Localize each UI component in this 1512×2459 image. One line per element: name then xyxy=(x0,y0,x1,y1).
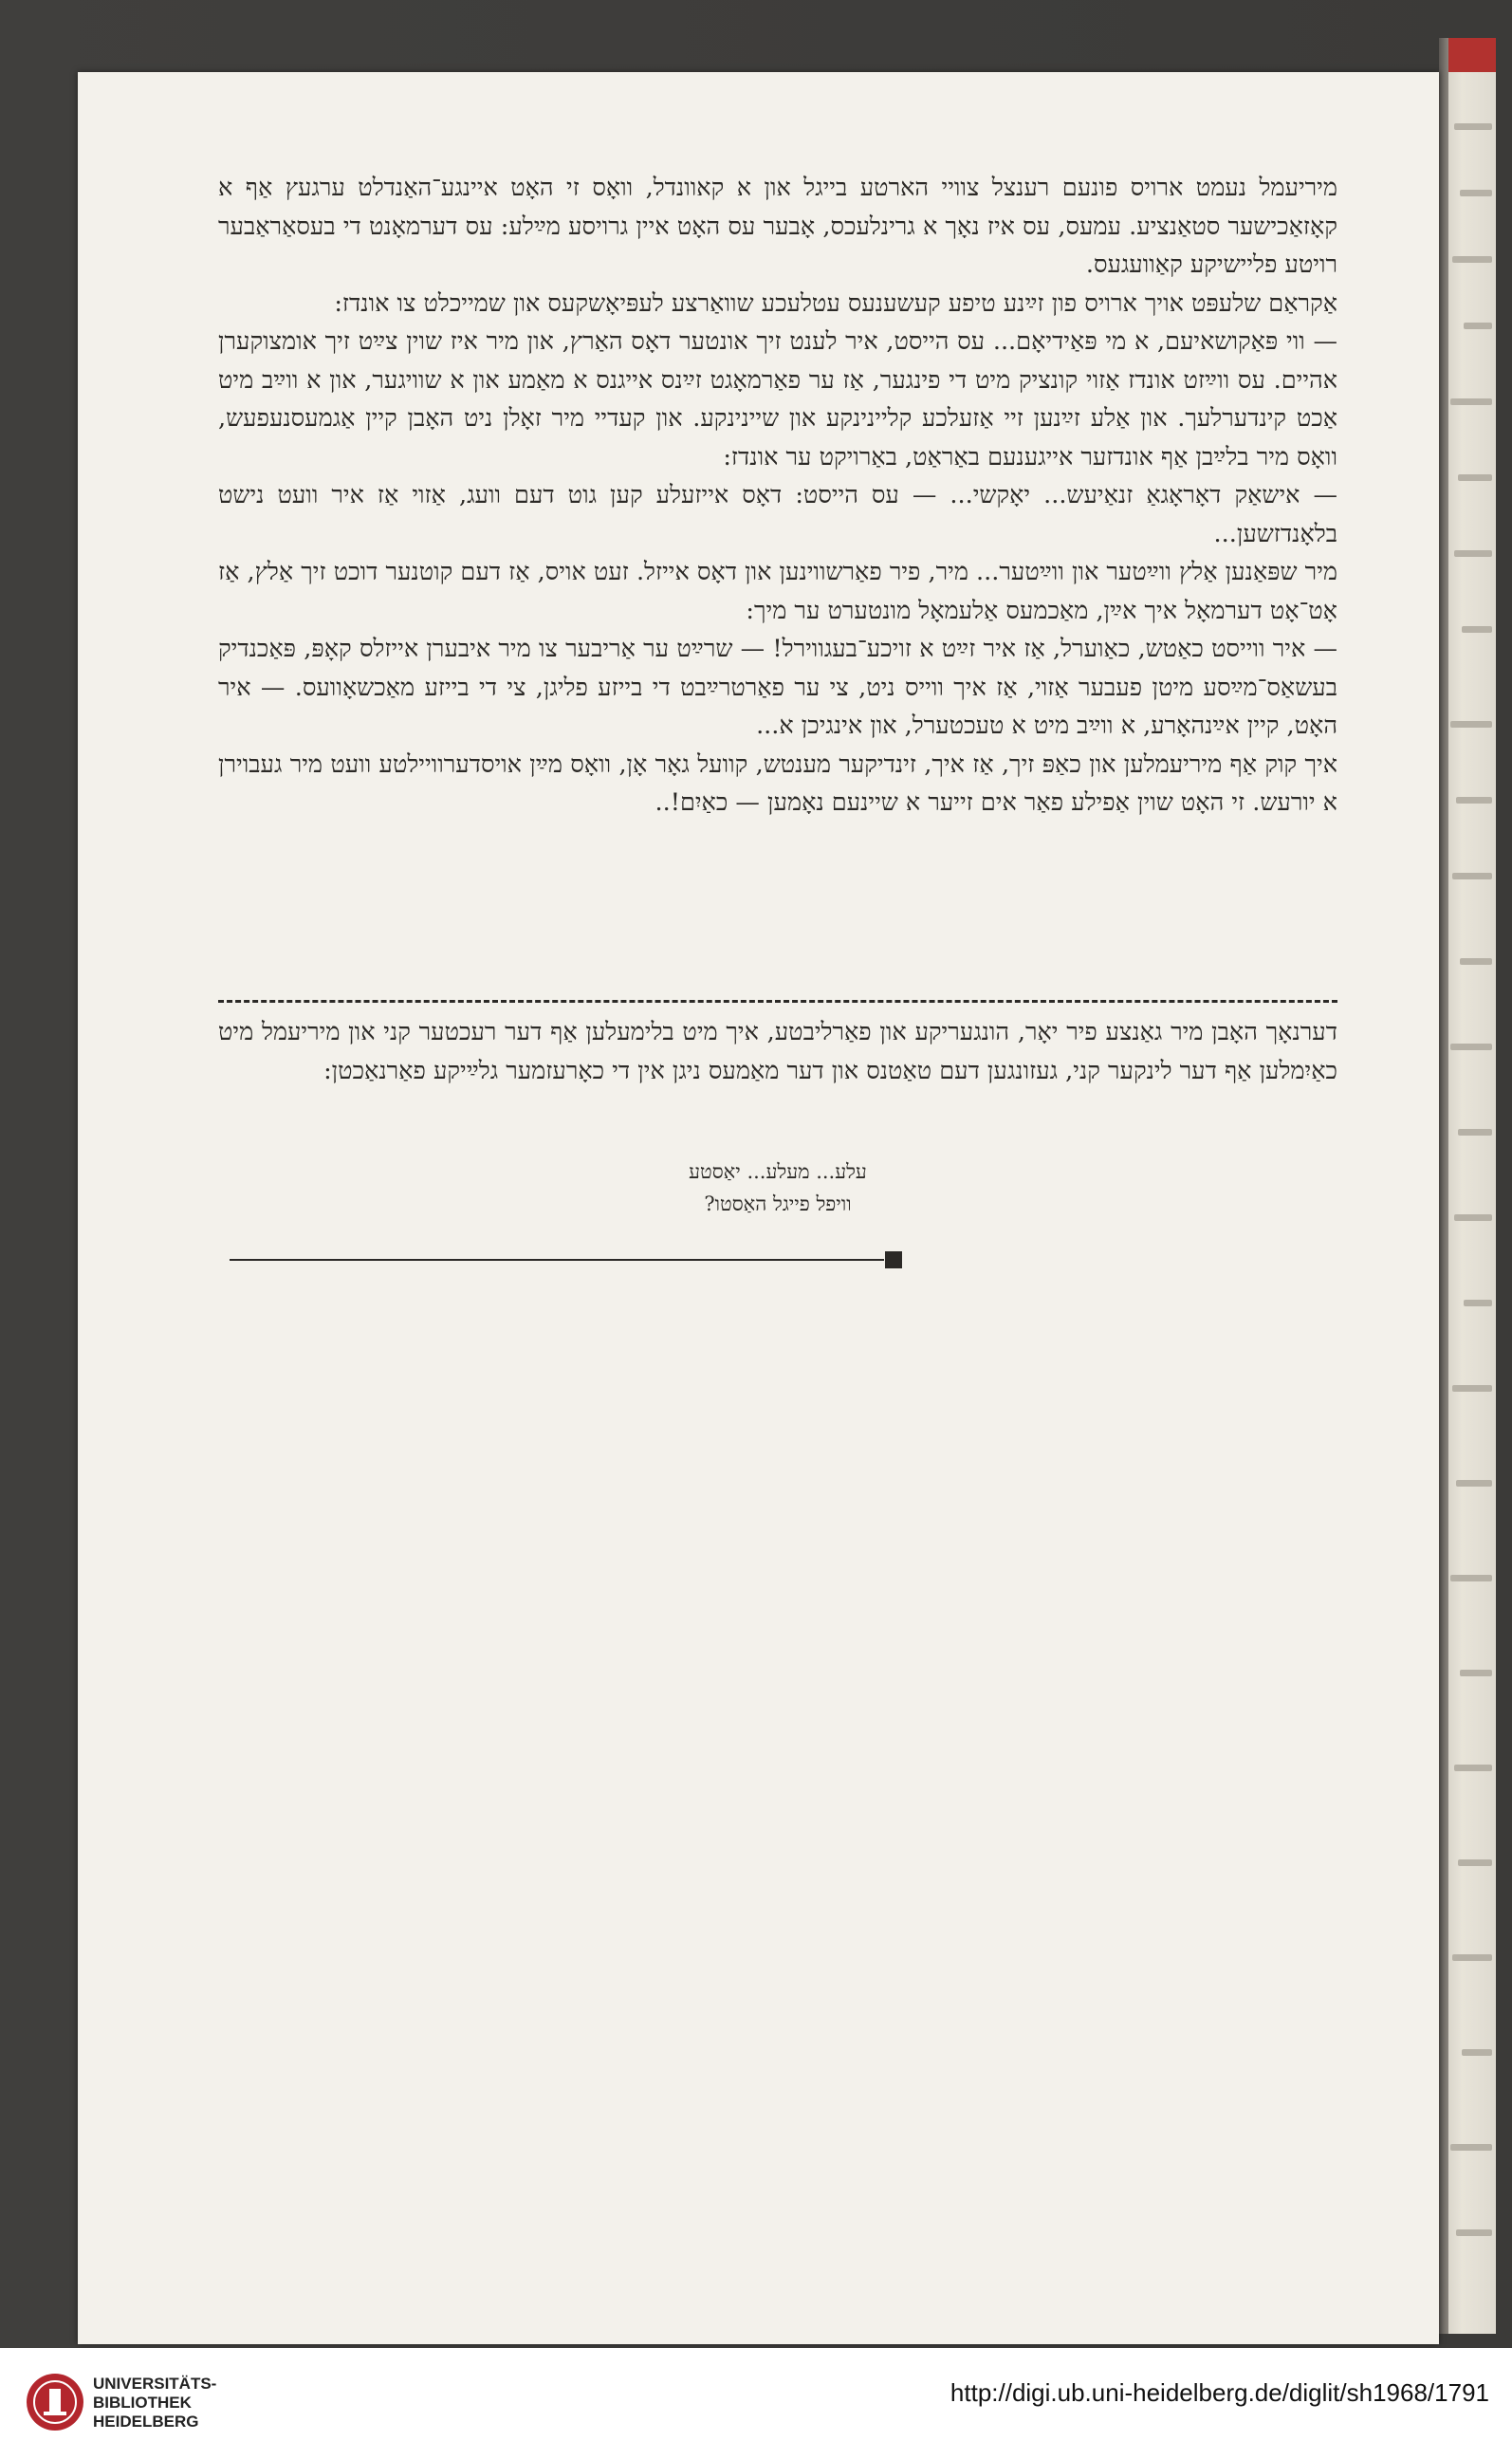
bleed-text-line xyxy=(1458,1859,1492,1866)
bleed-text-line xyxy=(1460,958,1492,965)
bleed-text-line xyxy=(1452,1385,1492,1392)
bleed-text-line xyxy=(1462,626,1492,633)
bleed-text-line xyxy=(1462,2049,1492,2056)
adjacent-page-edge xyxy=(1439,38,1496,2334)
bleed-text-line xyxy=(1464,1300,1492,1306)
bleed-text-line xyxy=(1454,1214,1492,1221)
bleed-text-line xyxy=(1458,474,1492,481)
verse-line: עלע... מעלע... יאַסטע xyxy=(689,1160,867,1183)
bleed-text-line xyxy=(1450,1044,1492,1050)
library-name-line: HEIDELBERG xyxy=(93,2413,199,2431)
song-verse xyxy=(598,1156,958,1220)
bleed-text-line xyxy=(1454,1765,1492,1771)
paragraph: מיר שפּאַנען אַלץ ווײַטער און ווײַטער... מיר, פיר פאַרשווינען און דאָס אייזל. זעט אויס, אַז דעם קוטנער דוכט זיך אַלץ, אַז אָט־אָט דערמאָל איך אײַן, מאַכמעס אַלעמאָל מונטערט ער מיך: xyxy=(218,558,1337,625)
bleed-text-line xyxy=(1450,398,1492,405)
bleed-text-line xyxy=(1464,323,1492,329)
bleed-text-line xyxy=(1460,1670,1492,1676)
end-rule xyxy=(230,1259,884,1261)
section-divider xyxy=(218,987,1337,1003)
bleed-text-line xyxy=(1450,1575,1492,1581)
bleed-text-line xyxy=(1450,2144,1492,2151)
verse-line: וויפל פייגל האַסטו? xyxy=(704,1193,852,1215)
paragraph: — אישאַק דאָראָגאַ זנאַיעש... יאָקשי... — עס הייסט: דאָס אייזעלע קען גוט דעם וועג, אַזוי אַז איר וועט נישט בלאָנדזשען... xyxy=(218,481,1337,548)
bleed-text-line xyxy=(1456,797,1492,804)
bleed-text-line xyxy=(1452,256,1492,263)
bleed-text-line xyxy=(1450,721,1492,728)
closing-paragraph: דערנאָך האָבן מיר גאַנצע פיר יאָר, הונגעריקע און פאַרליבטע, איך מיט בלימעלען אַף דער רעכטער קני און מיריעמל מיט כאַיִמלען אַף דער לינקער קני, געזונגען דעם טאַטנס און דער מאַמעס ניגן אין די כאָרעזמער גלײַיקע פאַרנאַכטן: xyxy=(218,1018,1337,1085)
library-name-line: BIBLIOTHEK xyxy=(93,2394,192,2412)
permalink[interactable]: http://digi.ub.uni-heidelberg.de/diglit/sh1968/1791 xyxy=(950,2378,1489,2407)
body-text xyxy=(218,169,1337,823)
bleed-text-line xyxy=(1454,123,1492,130)
bleed-text-line xyxy=(1456,2229,1492,2236)
bleed-text-line xyxy=(1454,550,1492,557)
end-mark xyxy=(885,1251,902,1268)
bleed-text-line xyxy=(1452,1954,1492,1961)
bleed-text-line xyxy=(1452,873,1492,879)
bleed-text-line xyxy=(1456,1480,1492,1487)
viewer-footer xyxy=(0,2348,1512,2459)
library-name xyxy=(93,2375,216,2431)
binding-red-edge xyxy=(1448,38,1496,72)
paragraph: אַקראַם שלעפּט אויך ארויס פון זײַנע טיפע קעשענעס עטלעכע שוואַרצע לעפּיאָשקעס און שמייכלט צו אונדז: xyxy=(334,288,1337,318)
bleed-text-line xyxy=(1460,190,1492,196)
paragraph: — ווי פּאַקושאיעם, א מי פּאַידיאָם... עס הייסט, איר לענט זיך אונטער דאָס האַרץ, און מיר איז שוין צײַט זיך אומצוקערן אהיים. עס ווײַזט אונדז אַזוי קונציק מיט די פינגער, אַז ער פאַרמאָגט זײַנס אייגנס א מאַמע און א שוויגער, און א ווײַב מיט אַכט קינדערלעך. און אַלע זײַנען זיי אַזעלכע קליינינקע און שיינינקע. און קעדיי מיר זאָלן ניט האָבן קיין אַגמעסנעפעש, וואָס מיר בלײַבן אַף אונדזער אייגענעם באַראַט, באַרויקט ער אונדז: xyxy=(218,327,1337,471)
paragraph: איך קוק אַף מיריעמלען און כאַפּ זיך, אַז איך, זינדיקער מענטש, קוועל גאָר אָן, וואָס מײַן אויסדערוויילטע וועט מיר געבוירן א יורעש. זי האָט שוין אַפילע פאַר אים זייער א שיינעם נאָמען — כאַיִם!.. xyxy=(218,749,1337,817)
paragraph: — איר ווייסט כאַטש, כאַוערל, אַז איר זײַט א זויכע־בעגווירל! — שרײַט ער אַריבער צו מיר איבערן אייזלס קאָפּ, פּאַכנדיק בעשאַס־מײַסע מיטן פעבער אַזוי, אַז איך ווייס ניט, צי ער פאַרטרײַבט די בייזע פליגן, צי די בייזע מאַכשאָוועס. — איר האָט, קיין אײַנהאָרע, א ווײַב מיט א טעכטערל, און אינגיכן א... xyxy=(218,635,1337,740)
university-seal-icon xyxy=(25,2372,85,2432)
paragraph: מיריעמל נעמט ארויס פונעם רענצל צוויי הארטע בייגל און א קאוונדל, וואָס זי האָט איינגע־האַנדלט ערגעץ אַף א קאָזאַכישער סטאַנציע. עמעס, עס איז נאָך א גרינלעכס, אָבער עס האָט איין גרויסע מײַלע: עס דערמאָנט די בעסאַראַבער רויטע פליישיקע קאַוועגעס. xyxy=(218,174,1337,279)
library-name-line: UNIVERSITÄTS- xyxy=(93,2375,217,2393)
bleed-text-line xyxy=(1458,1129,1492,1136)
book-binding xyxy=(1439,38,1448,2334)
